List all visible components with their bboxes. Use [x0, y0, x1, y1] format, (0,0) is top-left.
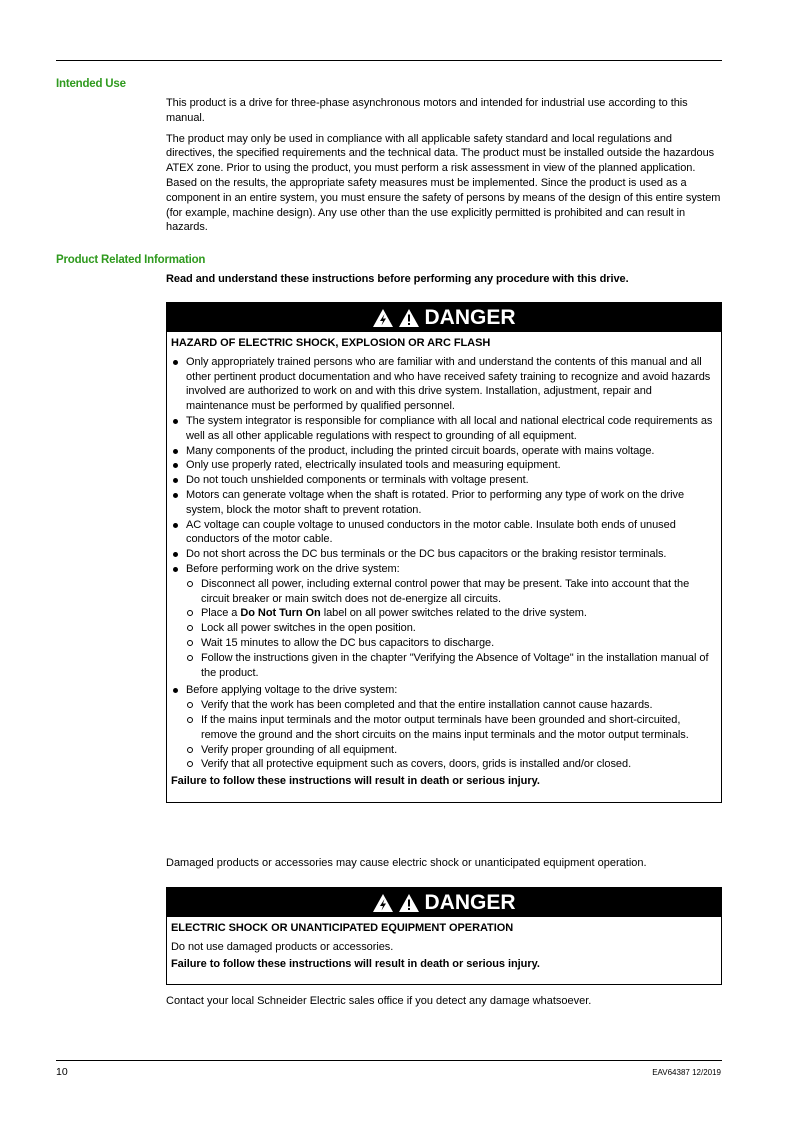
before-voltage-label: Before applying voltage to the drive system: [186, 684, 398, 697]
bullet-item: Many components of the product, including the printed circuit boards, operate with mains voltage. [171, 444, 716, 459]
do-not-turn-on-label: Do Not Turn On [240, 607, 321, 620]
sub-item: Lock all power switches in the open position. [186, 621, 716, 636]
sub-item: Verify that the work has been completed and that the entire installation cannot cause hazards. [186, 698, 716, 713]
danger-banner-1 [167, 303, 721, 332]
hazard-title-1: HAZARD OF ELECTRIC SHOCK, EXPLOSION OR ARC FLASH [171, 337, 491, 349]
before-work-sublist [186, 577, 716, 681]
document-reference: EAV64387 12/2019 [652, 1068, 721, 1077]
danger-body-2 [167, 917, 721, 984]
danger-banner-2 [167, 888, 721, 917]
electric-shock-warning-icon [372, 893, 394, 913]
bullet-item: The system integrator is responsible for compliance with all local and national electrical code requirements as well as all other applicable regulations with respect to grounding of all equipment. [171, 414, 716, 444]
sub-item: Wait 15 minutes to allow the DC bus capacitors to discharge. [186, 636, 716, 651]
bullet-item: Do not touch unshielded components or terminals with voltage present. [171, 473, 716, 488]
damaged-products-text: Damaged products or accessories may cause electric shock or unanticipated equipment operation. [166, 857, 647, 869]
sub-item-text: Place a [201, 607, 241, 620]
intended-use-para-2: The product may only be used in compliance with all applicable safety standard and local regulations and directives, the specified requirements and the technical data. The product must be installed outside the hazardous ATEX zone. Prior to using the product, you must perform a risk assessment in view of the planned application. Based on the results, the appropriate safety measures must be implemented. Since the product is used as a component in an entire system, you must ensure the safety of persons by means of the design of this entire system (for example, machine design). Any use other than the use explicitly permitted is prohibited and can result in hazards. [166, 132, 721, 234]
sub-item [186, 606, 716, 621]
footer-rule [56, 1060, 722, 1061]
sub-item: If the mains input terminals and the motor output terminals have been grounded and short-circuited, remove the ground and the short circuits on the mains input terminals and the motor output terminals. [186, 713, 716, 743]
bullet-item: Only appropriately trained persons who are familiar with and understand the contents of this manual and all other pertinent product documentation and who have received safety training to recognize and avoid hazards involved are authorized to work on and with this drive system. Installation, adjustment, repair and maintenance must be performed by qualified personnel. [171, 355, 716, 414]
hazard-title-2: ELECTRIC SHOCK OR UNANTICIPATED EQUIPMENT OPERATION [171, 922, 514, 934]
danger-body-1 [167, 332, 721, 802]
page-number: 10 [56, 1066, 68, 1078]
contact-text: Contact your local Schneider Electric sales office if you detect any damage whatsoever. [166, 995, 592, 1007]
intended-use-para-1: This product is a drive for three-phase asynchronous motors and intended for industrial use according to this manual. [166, 97, 688, 124]
electric-shock-warning-icon [372, 308, 394, 328]
sub-item: Verify proper grounding of all equipment. [186, 743, 716, 758]
bullet-item-before-work [171, 562, 716, 680]
sub-item-text: label on all power switches related to the drive system. [320, 607, 587, 620]
warning-triangle-icon [398, 308, 420, 328]
product-info-intro: Read and understand these instructions before performing any procedure with this drive. [166, 273, 629, 285]
before-work-label: Before performing work on the drive system: [186, 562, 400, 575]
failure-statement-1: Failure to follow these instructions will result in death or serious injury. [171, 775, 540, 788]
danger-word-1: DANGER [424, 305, 516, 329]
warning-triangle-icon [398, 893, 420, 913]
danger-box-2 [166, 887, 722, 985]
sub-item: Disconnect all power, including external control power that may be present. Take into account that the circuit breaker or main switch does not de-energize all circuits. [186, 577, 716, 607]
danger-2-body-text: Do not use damaged products or accessories. [171, 940, 394, 953]
header-rule [56, 60, 722, 61]
bullet-item: Motors can generate voltage when the shaft is rotated. Prior to performing any type of work on the drive system, block the motor shaft to prevent rotation. [171, 488, 716, 518]
danger-word-2: DANGER [424, 890, 516, 914]
sub-item: Verify that all protective equipment such as covers, doors, grids is installed and/or closed. [186, 757, 716, 772]
failure-statement-2: Failure to follow these instructions will result in death or serious injury. [171, 957, 540, 970]
before-voltage-sublist [186, 698, 716, 772]
sub-item: Follow the instructions given in the chapter "Verifying the Absence of Voltage" in the installation manual of the product. [186, 651, 716, 681]
danger-bullet-list [171, 355, 716, 772]
product-info-heading: Product Related Information [56, 254, 206, 266]
bullet-item: Only use properly rated, electrically insulated tools and measuring equipment. [171, 458, 716, 473]
intended-use-heading: Intended Use [56, 78, 126, 90]
bullet-item: Do not short across the DC bus terminals or the DC bus capacitors or the braking resistor terminals. [171, 547, 716, 562]
intended-use-body [166, 96, 722, 235]
bullet-item: AC voltage can couple voltage to unused conductors in the motor cable. Insulate both ends of unused conductors of the motor cable. [171, 518, 716, 548]
danger-box-1 [166, 302, 722, 803]
bullet-item-before-voltage [171, 683, 716, 772]
